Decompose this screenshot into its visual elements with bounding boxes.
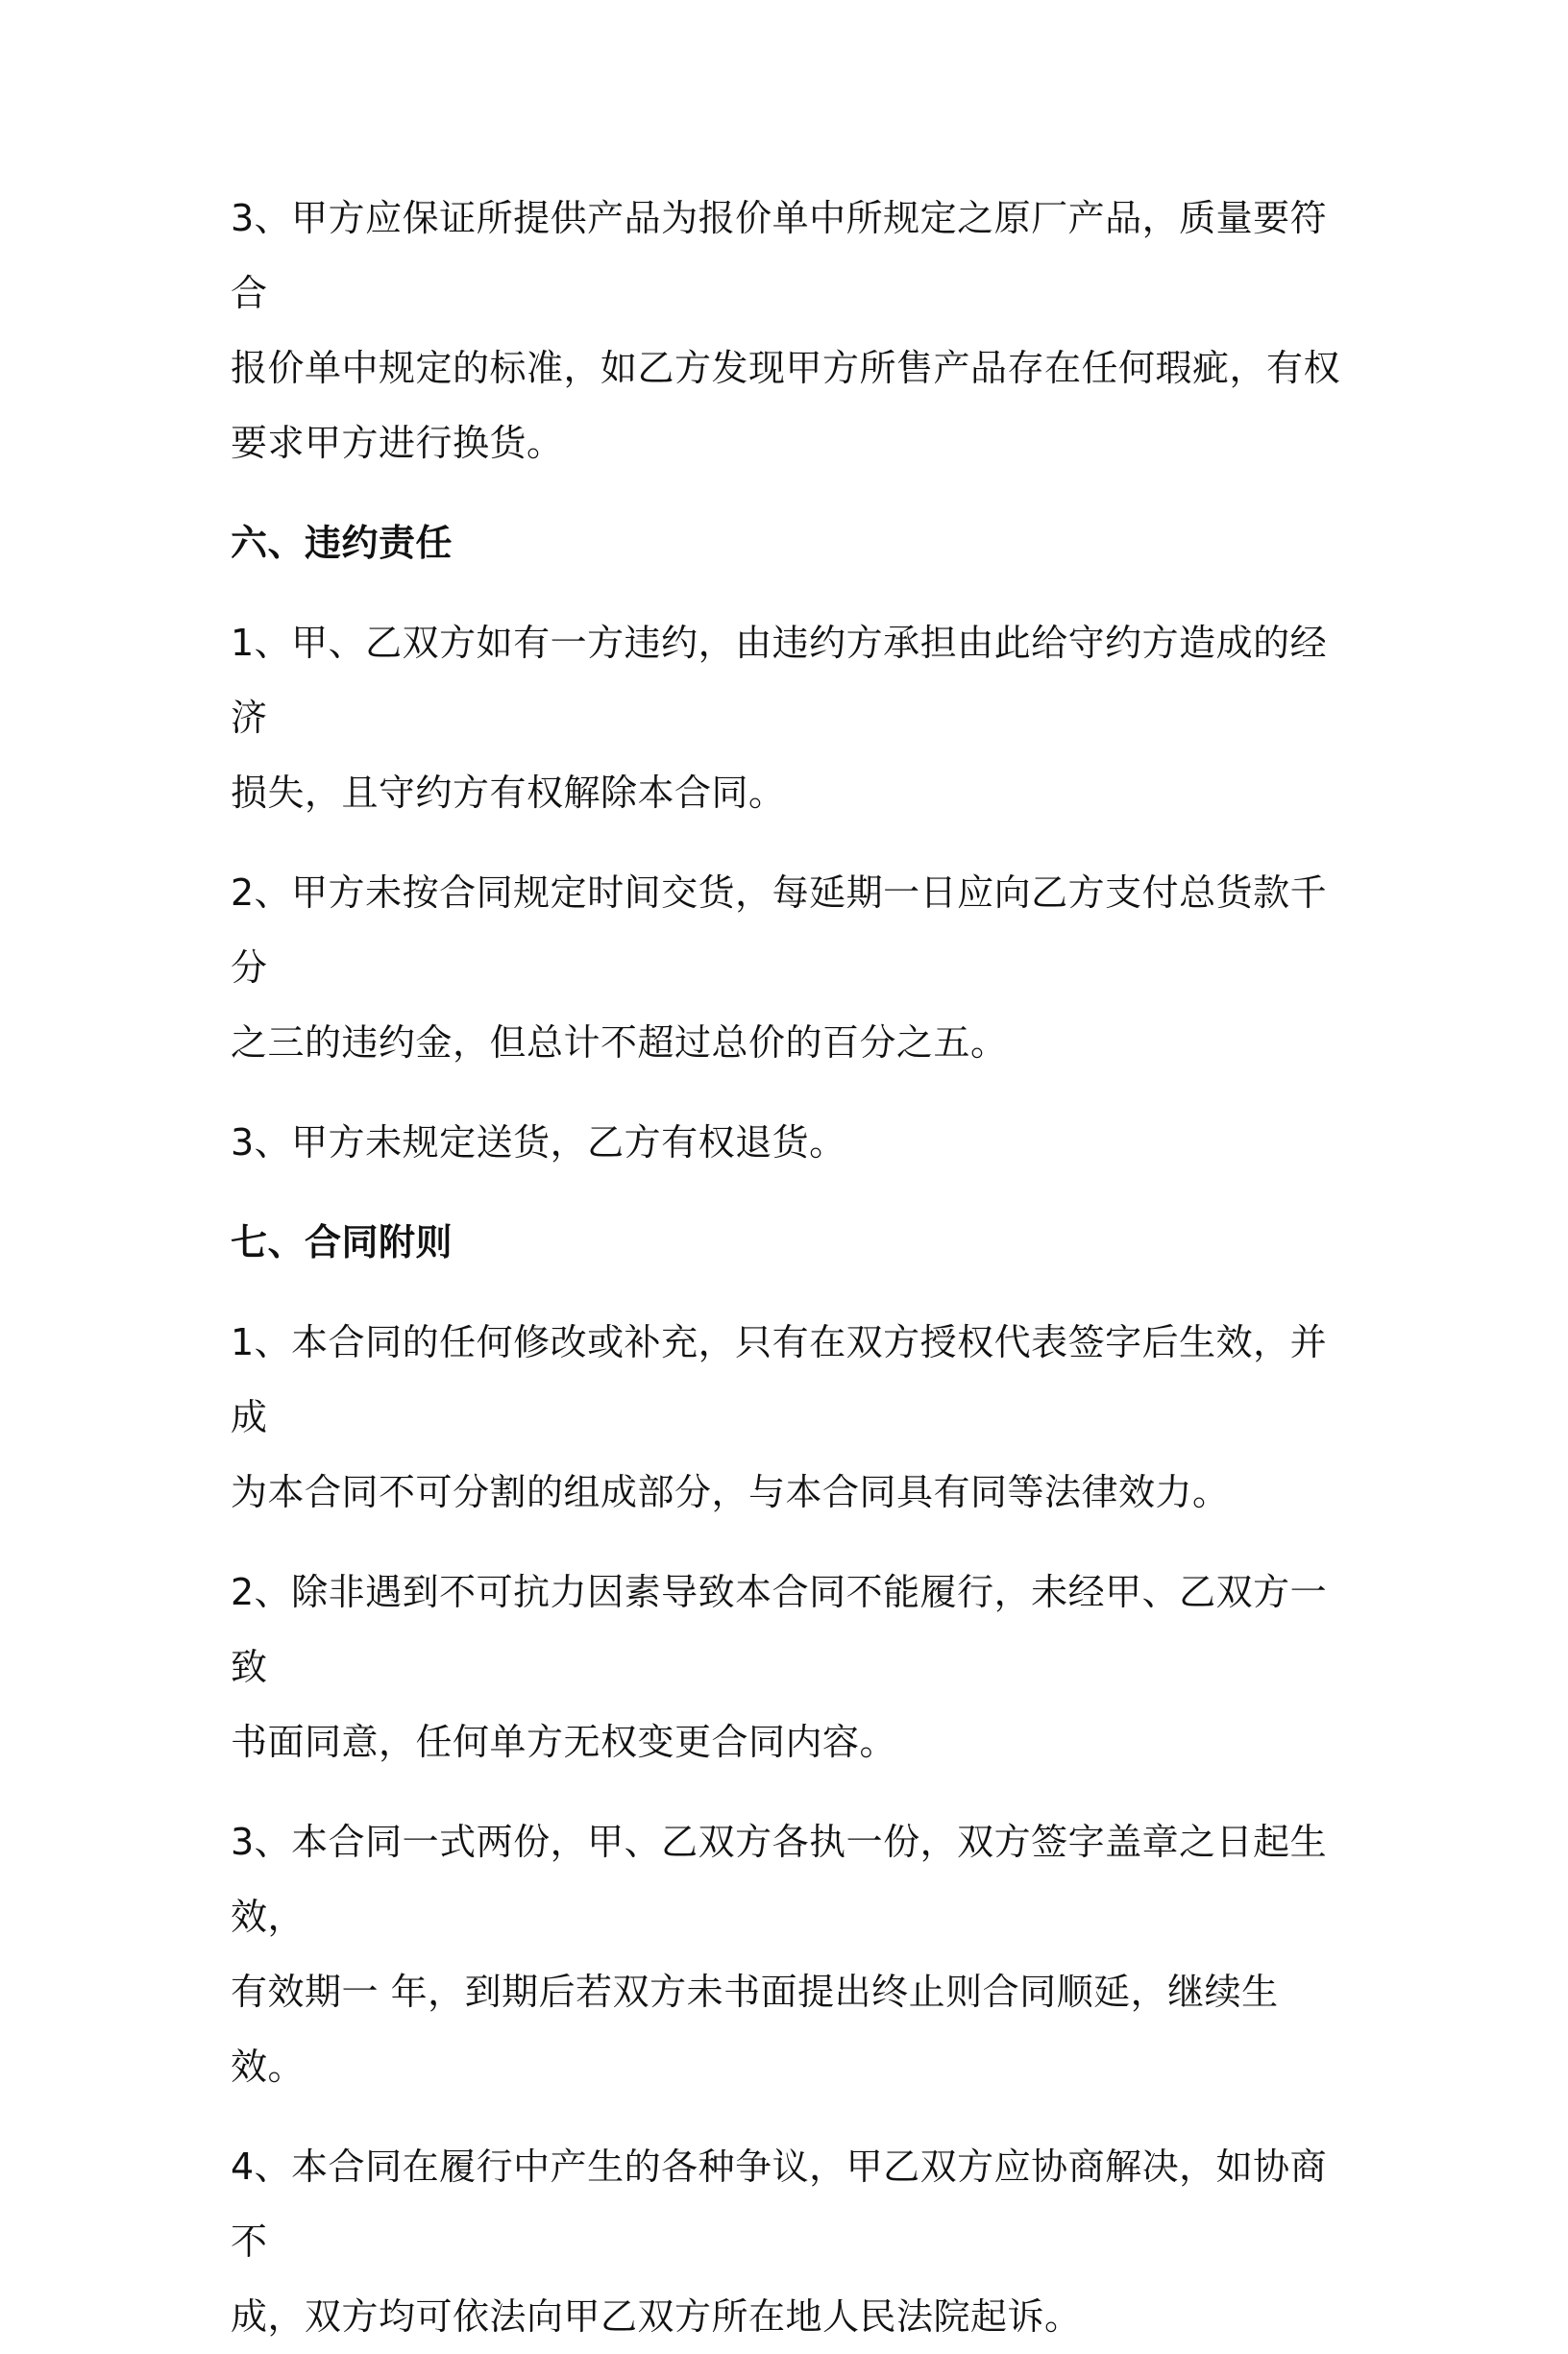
text-line: 4、本合同在履行中产生的各种争议，甲乙双方应协商解决，如协商不 <box>231 2146 1328 2263</box>
clause-6-3 <box>231 1105 1345 1180</box>
text-line: 成，双方均可依法向甲乙双方所在地人民法院起诉。 <box>231 2295 1082 2338</box>
clause-6-2 <box>231 855 1345 1080</box>
document-body <box>231 181 1345 2354</box>
text-line: 1、本合同的任何修改或补充，只有在双方授权代表签字后生效，并成 <box>231 1321 1328 1438</box>
text-line: 有效期一 年，到期后若双方未书面提出终止则合同顺延，继续生效。 <box>231 1971 1279 2088</box>
text-line: 报价单中规定的标准，如乙方发现甲方所售产品存在任何瑕疵，有权 <box>231 347 1341 389</box>
text-line: 损失，且守约方有权解除本合同。 <box>231 772 786 814</box>
clause-5-3 <box>231 181 1345 480</box>
section-heading-breach-liability: 六、违约责任 <box>231 522 453 564</box>
clause-6-1 <box>231 605 1345 830</box>
clause-7-2 <box>231 1555 1345 1779</box>
section-heading-supplementary-provisions: 七、合同附则 <box>231 1221 453 1263</box>
text-line: 为本合同不可分割的组成部分，与本合同具有同等法律效力。 <box>231 1471 1230 1513</box>
clause-7-4 <box>231 2129 1345 2354</box>
clause-7-3 <box>231 1804 1345 2104</box>
text-line: 2、甲方未按合同规定时间交货，每延期一日应向乙方支付总货款千分 <box>231 871 1328 989</box>
text-line: 1、甲、乙双方如有一方违约，由违约方承担由此给守约方造成的经济 <box>231 622 1328 739</box>
text-line: 3、甲方未规定送货，乙方有权退货。 <box>231 1121 846 1164</box>
text-line: 书面同意，任何单方无权变更合同内容。 <box>231 1721 897 1763</box>
text-line: 2、除非遇到不可抗力因素导致本合同不能履行，未经甲、乙双方一致 <box>231 1571 1328 1688</box>
text-line: 3、本合同一式两份，甲、乙双方各执一份，双方签字盖章之日起生效， <box>231 1821 1328 1938</box>
text-line: 之三的违约金，但总计不超过总价的百分之五。 <box>231 1021 1008 1064</box>
text-line: 要求甲方进行换货。 <box>231 422 564 464</box>
clause-7-1 <box>231 1305 1345 1530</box>
text-line: 3、甲方应保证所提供产品为报价单中所规定之原厂产品，质量要符合 <box>231 197 1328 314</box>
